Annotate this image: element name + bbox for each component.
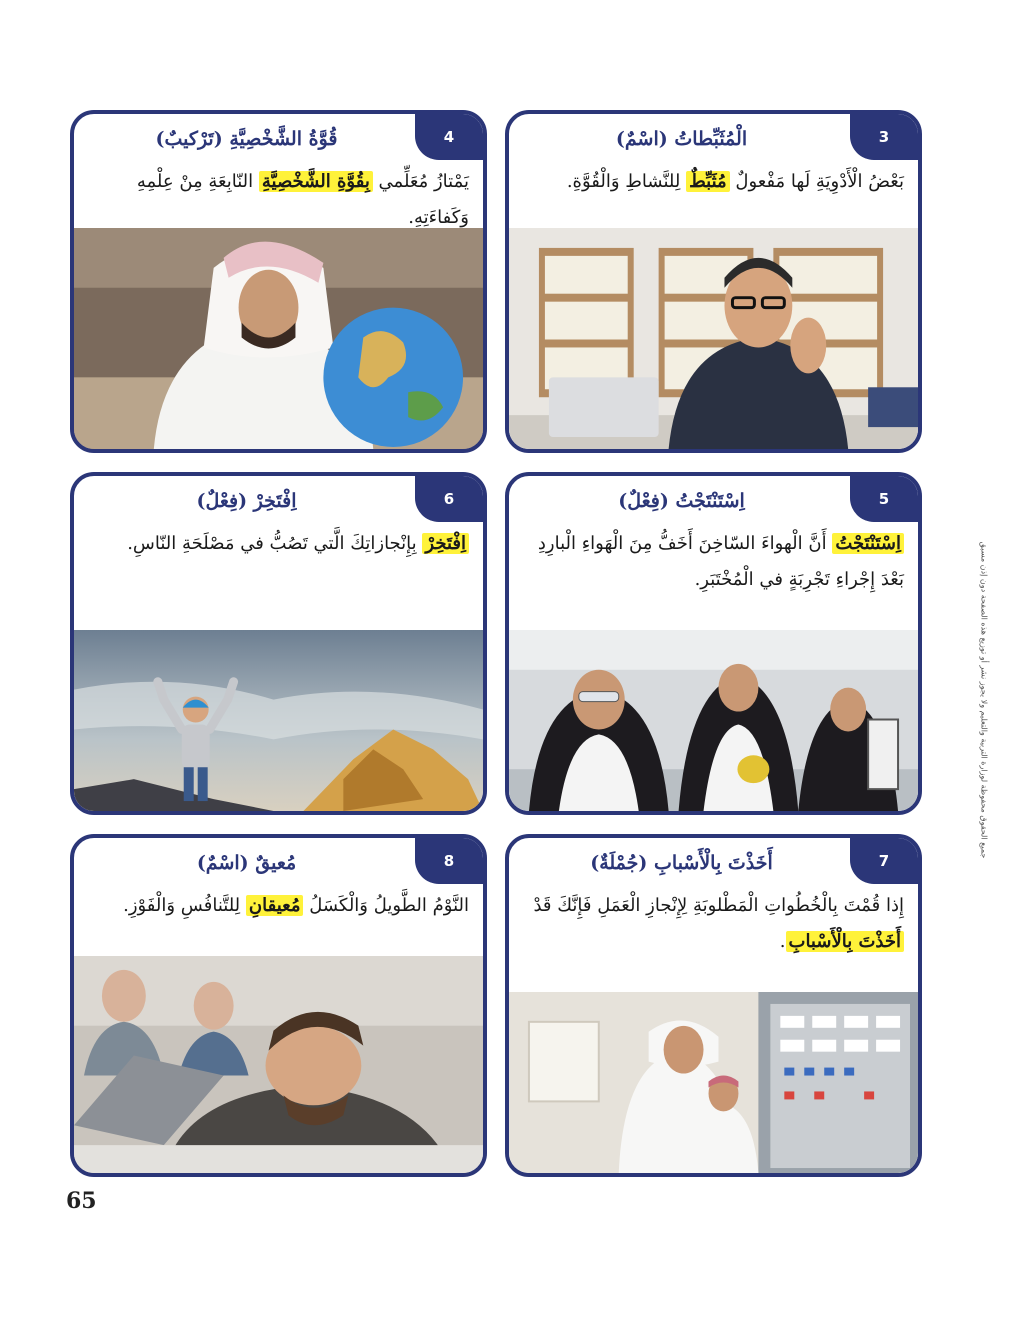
card-number-badge: 3 xyxy=(850,114,918,160)
card-number-badge: 4 xyxy=(415,114,483,160)
card-sentence xyxy=(519,164,904,200)
sentence-after: لِلتَّنافُسِ وَالْفَوْزِ. xyxy=(123,895,246,916)
card-sentence xyxy=(84,526,469,562)
page-number: 65 xyxy=(66,1188,97,1214)
card-4 xyxy=(70,110,487,453)
card-title: قُوَّةُ الشَّخْصِيَّةِ (تَرْكيبٌ) xyxy=(155,128,338,150)
highlighted-word: بِقُوَّةِ الشَّخْصِيَّةِ xyxy=(259,171,373,192)
card-number-badge: 8 xyxy=(415,838,483,884)
students-control-panel-icon xyxy=(509,992,918,1173)
sentence-after: أَنَّ الْهواءَ السّاخِنَ أَخَفُّ مِنَ الْهَواءِ الْبارِدِ بَعْدَ إِجْراءِ تَجْرِبَةٍ في الْمُخْتَبَرِ. xyxy=(537,533,904,590)
card-8 xyxy=(70,834,487,1177)
card-sentence xyxy=(519,526,904,598)
highlighted-word: مُثَبِّطٌ xyxy=(686,171,730,192)
highlighted-word: اِفْتَخِرْ xyxy=(422,533,469,554)
card-sentence xyxy=(519,888,904,960)
card-number-badge: 6 xyxy=(415,476,483,522)
copyright-side-note xyxy=(978,310,990,1090)
sentence-after: بِإِنْجازاتِكَ الَّتي تَصُبُّ في مَصْلَحَةِ النّاسِ. xyxy=(127,533,423,554)
card-title: اِسْتَنْتَجْتُ (فِعْلٌ) xyxy=(618,490,745,512)
sentence-before: يَمْتازُ مُعَلِّمي xyxy=(372,171,469,192)
tired-man-laptop-icon xyxy=(509,228,918,449)
card-title: اِفْتَخِرْ (فِعْلٌ) xyxy=(196,490,297,512)
card-title: الْمُثَبِّطاتُ (اسْمٌ) xyxy=(615,128,748,150)
card-number-badge: 7 xyxy=(850,838,918,884)
card-number-badge: 5 xyxy=(850,476,918,522)
sentence-after: لِلنَّشاطِ وَالْقُوَّةِ. xyxy=(566,171,687,192)
card-title: أَخَذْتَ بِالْأَسْبابِ (جُمْلَةٌ) xyxy=(590,852,773,874)
sleeping-student-icon xyxy=(74,956,483,1173)
card-7 xyxy=(505,834,922,1177)
teacher-globe-icon xyxy=(74,228,483,449)
sentence-after: . xyxy=(779,931,786,952)
sentence-before: إِذا قُمْتَ بِالْخُطُواتِ الْمَطْلوبَةِ لِإِنْجازِ الْعَمَلِ فَإِنَّكَ قَدْ xyxy=(533,895,904,916)
card-sentence xyxy=(84,888,469,924)
highlighted-word: أَخَذْتَ بِالْأَسْبابِ xyxy=(786,931,905,952)
sentence-before: بَعْضُ الْأَدْوِيَةِ لَها مَفْعولٌ xyxy=(729,171,904,192)
sentence-before: النَّوْمُ الطَّويلُ وَالْكَسَلُ xyxy=(303,895,469,916)
highlighted-word: اِسْتَنْتَجْتُ xyxy=(832,533,904,554)
copyright-text: جميع الحقوق محفوظة لوزارة التربية والتعليم ولا يجوز نشر أو توزيع هذه الصفحة دون إذن مسبق xyxy=(979,541,989,859)
card-title: مُعيقٌ (اسْمٌ) xyxy=(196,852,297,874)
card-6 xyxy=(70,472,487,815)
boy-on-mountain-icon xyxy=(74,630,483,811)
card-5 xyxy=(505,472,922,815)
card-sentence xyxy=(84,164,469,236)
lab-students-icon xyxy=(509,630,918,811)
highlighted-word: مُعيقانِ xyxy=(246,895,304,916)
sentence-after: النّابِعَةِ مِنْ عِلْمِهِ وَكَفاءَتِهِ. xyxy=(136,171,469,228)
card-3 xyxy=(505,110,922,453)
